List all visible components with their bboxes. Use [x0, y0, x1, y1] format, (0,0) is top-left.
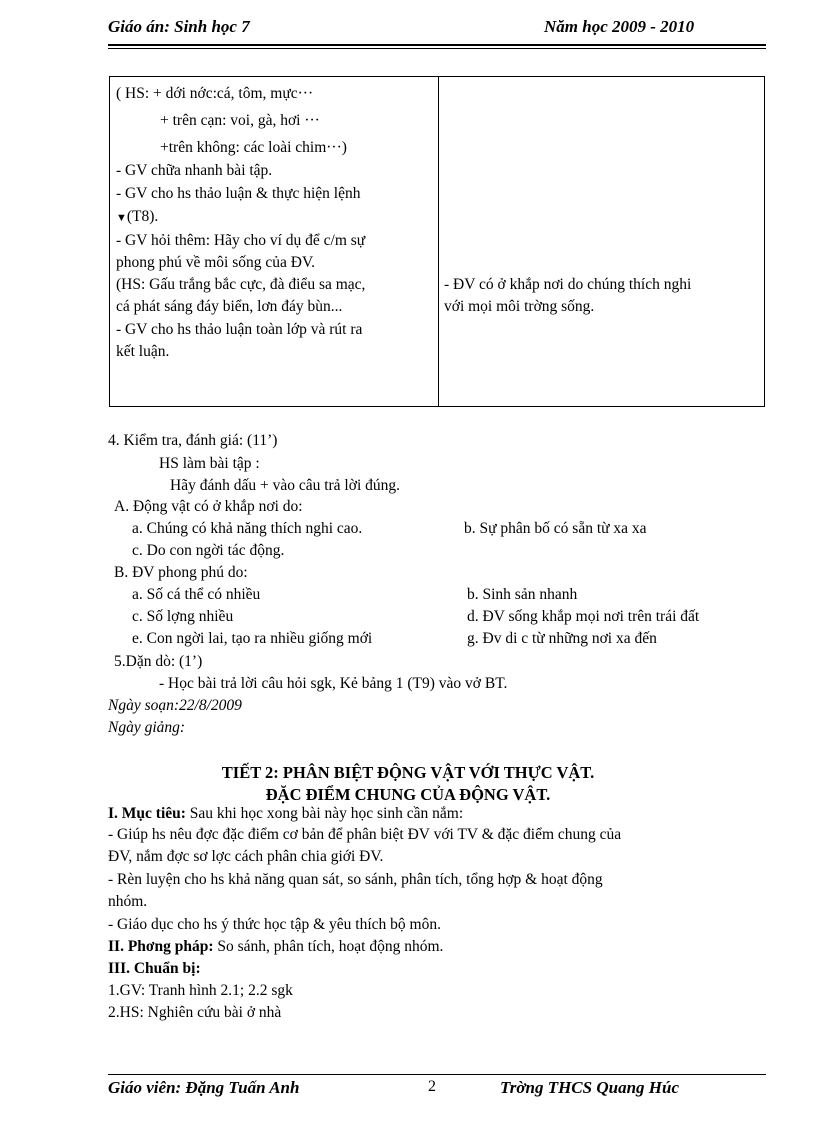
question-b-option: c. Số lợng nhiều — [132, 608, 234, 625]
assessment-task: HS làm bài tập : — [159, 455, 260, 472]
homework-heading: 5.Dặn dò: (1’) — [114, 653, 203, 670]
objectives-line — [108, 805, 463, 823]
table-left-line: - GV hỏi thêm: Hãy cho ví dụ để c/m sự — [116, 232, 366, 249]
homework-text: - Học bài trả lời câu hỏi sgk, Kẻ bảng 1 (T9) vào vở BT. — [159, 675, 508, 692]
table-left-line: + trên cạn: voi, gà, hơi ··· — [160, 112, 320, 129]
question-a-option: a. Chúng có khả năng thích nghi cao. — [132, 520, 363, 537]
table-left-line: - GV cho hs thảo luận & thực hiện lệnh — [116, 185, 361, 202]
question-b-option: a. Số cá thể có nhiều — [132, 586, 261, 603]
preparation-label: III. Chuẩn bị: — [108, 960, 201, 977]
preparation-item: 2.HS: Nghiên cứu bài ở nhà — [108, 1004, 282, 1021]
header-left: Giáo án: Sinh học 7 — [108, 17, 250, 36]
objectives-text: Sau khi học xong bài này học sinh cần nắm: — [185, 805, 464, 822]
table-left-line: (HS: Gấu trắng bắc cực, đà điểu sa mạc, — [116, 276, 366, 293]
table-left-line: kết luận. — [116, 343, 170, 360]
method-text: So sánh, phân tích, hoạt động nhóm. — [213, 938, 444, 955]
preparation-item: 1.GV: Tranh hình 2.1; 2.2 sgk — [108, 982, 293, 999]
table-left-line: cá phát sáng đáy biển, lơn đáy bùn... — [116, 298, 343, 315]
objective-item: - Giáo dục cho hs ý thức học tập & yêu thích bộ môn. — [108, 916, 441, 933]
objectives-label: I. Mục tiêu: — [108, 805, 186, 822]
table-left-line: ( HS: + dới nớc:cá, tôm, mực··· — [116, 85, 314, 102]
table-left-line: - GV cho hs thảo luận toàn lớp và rút ra — [116, 321, 363, 338]
header-rule — [108, 44, 766, 46]
method-label: II. Phơng pháp: — [108, 938, 214, 955]
activity-table — [109, 76, 765, 407]
teach-date: Ngày giảng: — [108, 719, 186, 736]
table-left-line: (T8). — [126, 208, 159, 225]
assessment-heading: 4. Kiểm tra, đánh giá: (11’) — [108, 432, 278, 449]
lesson-title: TIẾT 2: PHÂN BIỆT ĐỘNG VẬT VỚI THỰC VẬT. — [221, 763, 595, 782]
table-left-line: +trên không: các loài chim···) — [160, 139, 347, 156]
question-b-option: b. Sinh sản nhanh — [467, 586, 578, 603]
table-right-line: - ĐV có ở khắp nơi do chúng thích nghi — [444, 276, 692, 293]
triangle-down-icon: ▼ — [116, 212, 127, 224]
page-number: 2 — [428, 1078, 436, 1095]
prep-date: Ngày soạn:22/8/2009 — [108, 697, 242, 714]
question-b-option: d. ĐV sống khắp mọi nơi trên trái đất — [467, 608, 700, 625]
table-divider — [438, 77, 439, 406]
footer-right: Trờng THCS Quang Húc — [500, 1078, 680, 1097]
objective-item: - Rèn luyện cho hs khả năng quan sát, so sánh, phân tích, tổng hợp & hoạt động — [108, 871, 603, 888]
question-b-option: e. Con ngời lai, tạo ra nhiều giống mới — [132, 630, 373, 647]
header-right: Năm học 2009 - 2010 — [544, 17, 695, 36]
footer-rule — [108, 1074, 766, 1075]
objective-item: ĐV, nắm đợc sơ lợc cách phân chia giới ĐV. — [108, 848, 384, 865]
question-b-option: g. Đv di c từ những nơi xa đến — [467, 630, 657, 647]
lesson-subtitle: ĐẶC ĐIỂM CHUNG CỦA ĐỘNG VẬT. — [265, 785, 551, 804]
table-left-line-with-icon — [116, 208, 158, 226]
objective-item: nhóm. — [108, 893, 148, 910]
question-a: A. Động vật có ở khắp nơi do: — [114, 498, 303, 515]
question-a-option: c. Do con ngời tác động. — [132, 542, 285, 559]
table-right-line: với mọi môi trờng sống. — [444, 298, 595, 315]
assessment-instruction: Hãy đánh dấu + vào câu trả lời đúng. — [170, 477, 400, 494]
objective-item: - Giúp hs nêu đợc đặc điểm cơ bản để phân biệt ĐV với TV & đặc điểm chung của — [108, 826, 622, 843]
footer-left: Giáo viên: Đặng Tuấn Anh — [108, 1078, 300, 1097]
table-left-line: phong phú về môi sống của ĐV. — [116, 254, 316, 271]
table-left-line: - GV chữa nhanh bài tập. — [116, 162, 273, 179]
question-a-option: b. Sự phân bố có sẵn từ xa xa — [464, 520, 647, 537]
question-b: B. ĐV phong phú do: — [114, 564, 248, 581]
header-rule-thin — [108, 48, 766, 49]
method-line — [108, 938, 443, 956]
